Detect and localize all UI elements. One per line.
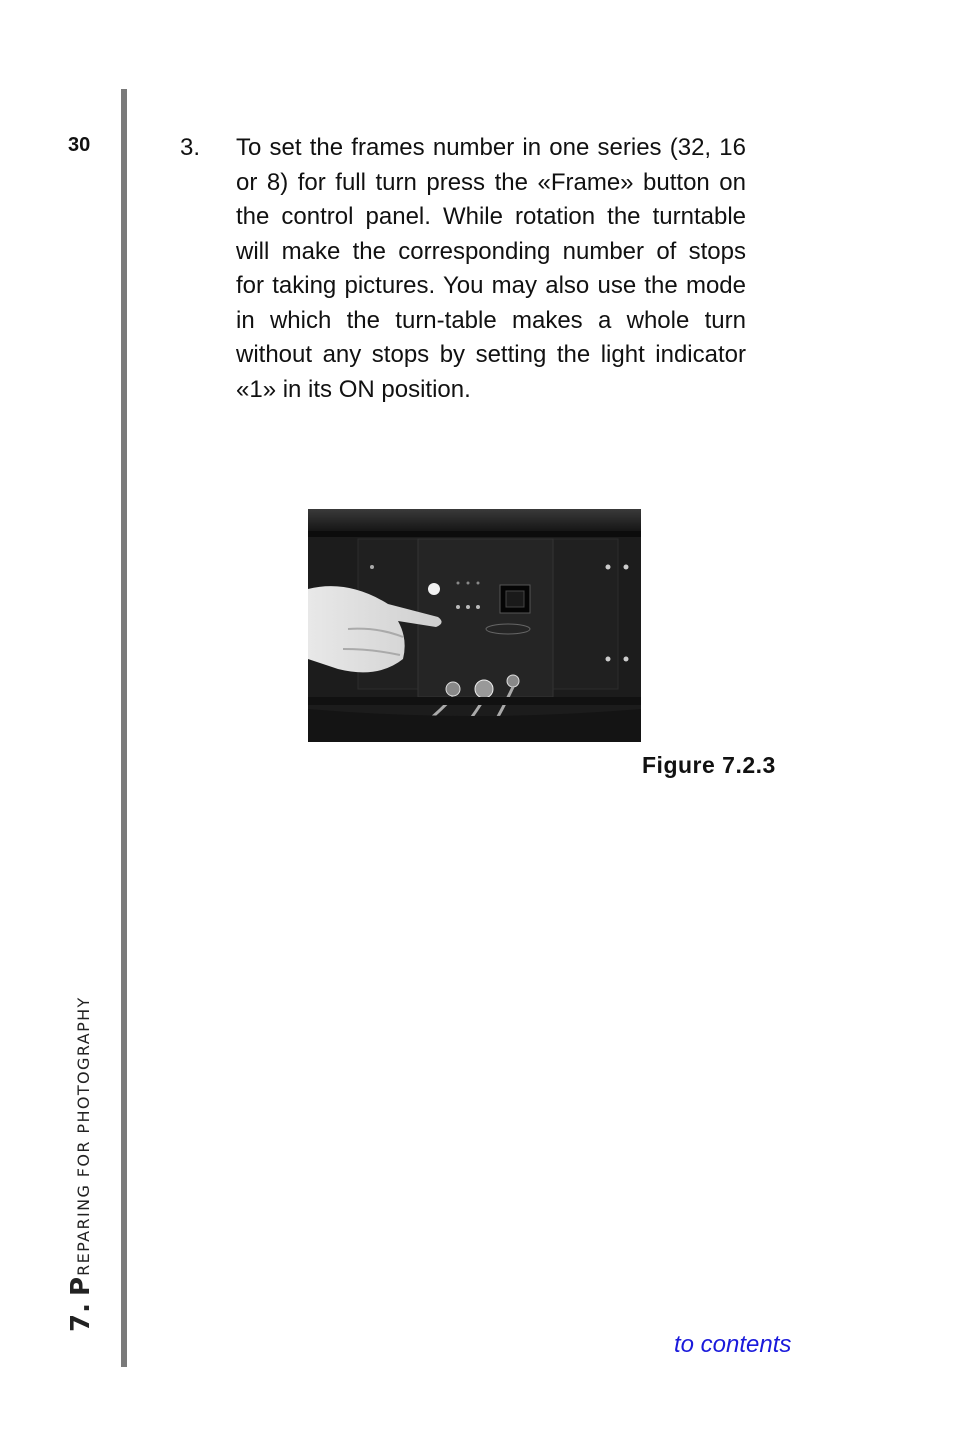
section-title [66,996,96,1332]
step-text: To set the frames number in one series (32, 16 or 8) for full turn press the «Frame» button on the control panel. While rotation the turntable will make the corresponding number of stops for taking pictures. You may also use the mode in which the turn-table makes a whole turn without any stops by setting the light indicator «1» in its ON position. [236,134,746,403]
page-number: 30 [68,134,91,156]
figure-caption: Figure 7.2.3 [642,752,776,778]
step-paragraph [180,131,746,407]
section-rest: REPARING FOR PHOTOGRAPHY [74,996,93,1276]
section-initial: P [66,1275,96,1296]
section-number: 7. [66,1302,96,1332]
step-number: 3. [180,134,201,161]
to-contents-link[interactable]: to contents [674,1331,792,1358]
figure-photo [308,509,641,742]
margin-rule [121,89,127,1367]
turntable-control-panel-photo-icon [308,509,641,742]
